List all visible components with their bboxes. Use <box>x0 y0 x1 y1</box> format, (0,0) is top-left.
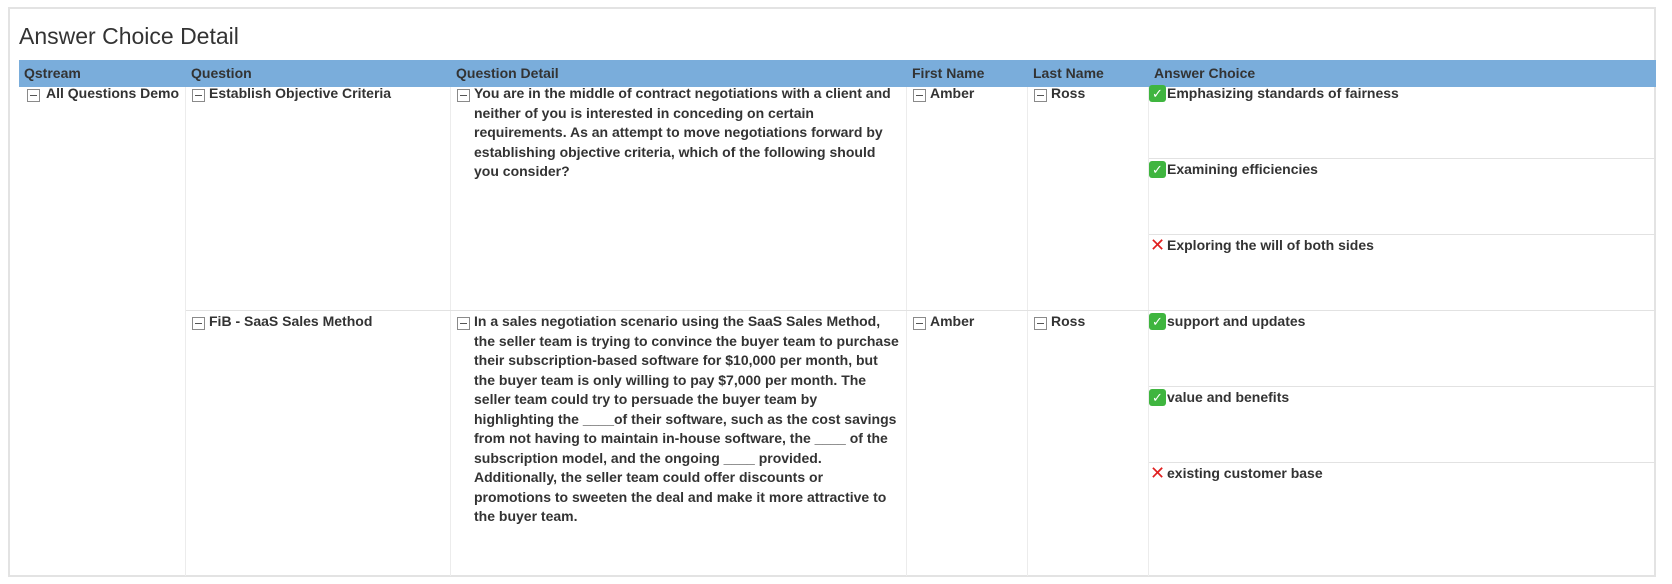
qstream-name: All Questions Demo <box>46 85 180 101</box>
answer-choice-text: existing customer base <box>1167 465 1323 481</box>
check-mark-icon: ✓ <box>1149 313 1166 330</box>
column-divider <box>1027 87 1028 576</box>
question-detail-text: In a sales negotiation scenario using the SaaS Sales Method, the seller team is trying to convince the buyer team to purchase their subscription-based software for $10,000 per month, but the buyer team is only willing to pay $7,000 per month. The seller team could try to persuade the buyer team by highlighting the ____of their software, such as the cost savings from not having to maintain in-house software, the ____ of the subscription model, and the ongoing ____ provided. Additionally, the seller team could offer discounts or promotions to sweeten the deal and make it more attractive to the buyer team. <box>474 313 899 524</box>
check-mark-icon: ✓ <box>1149 389 1166 406</box>
first-name: Amber <box>930 313 975 329</box>
column-divider <box>450 87 451 576</box>
collapse-last-name-icon[interactable] <box>1034 317 1047 330</box>
row-divider <box>186 310 1656 311</box>
collapse-last-name-icon[interactable] <box>1034 89 1047 102</box>
collapse-question-icon[interactable] <box>192 317 205 330</box>
collapse-question-icon[interactable] <box>192 89 205 102</box>
collapse-qstream-icon[interactable] <box>27 89 40 102</box>
first-name: Amber <box>930 85 975 101</box>
question-detail-text: You are in the middle of contract negotiations with a client and neither of you is interested in conceding on certain requirements. As an attempt to move negotiations forward by establishing objective criteria, which of the following should you consider? <box>474 85 891 179</box>
answer-divider <box>1149 158 1656 159</box>
check-mark-icon: ✓ <box>1149 161 1166 178</box>
column-divider <box>906 87 907 576</box>
collapse-first-name-icon[interactable] <box>913 317 926 330</box>
column-divider <box>185 87 186 576</box>
column-header-first-name[interactable]: First Name <box>912 65 985 81</box>
table-header <box>19 60 1656 87</box>
question-name: Establish Objective Criteria <box>209 85 392 101</box>
cross-mark-icon: ✕ <box>1149 235 1166 255</box>
answer-choice-text: support and updates <box>1167 313 1306 329</box>
page-title: Answer Choice Detail <box>19 23 239 49</box>
collapse-first-name-icon[interactable] <box>913 89 926 102</box>
answer-choice-detail-panel <box>8 7 1656 577</box>
answer-choice-text: Examining efficiencies <box>1167 161 1318 177</box>
answer-divider <box>1149 386 1656 387</box>
column-header-question[interactable]: Question <box>191 65 252 81</box>
column-header-answer-choice[interactable]: Answer Choice <box>1154 65 1256 81</box>
last-name: Ross <box>1051 85 1086 101</box>
answer-choice-text: value and benefits <box>1167 389 1290 405</box>
column-header-question-detail[interactable]: Question Detail <box>456 65 559 81</box>
answer-choice-text: Exploring the will of both sides <box>1167 237 1374 253</box>
question-name: FiB - SaaS Sales Method <box>209 313 373 329</box>
column-header-qstream[interactable]: Qstream <box>24 65 81 81</box>
column-divider <box>1148 87 1149 576</box>
check-mark-icon: ✓ <box>1149 85 1166 102</box>
answer-divider <box>1149 462 1656 463</box>
last-name: Ross <box>1051 313 1086 329</box>
answer-divider <box>1149 234 1656 235</box>
cross-mark-icon: ✕ <box>1149 463 1166 483</box>
collapse-detail-icon[interactable] <box>457 89 470 102</box>
answer-choice-text: Emphasizing standards of fairness <box>1167 85 1399 101</box>
column-header-last-name[interactable]: Last Name <box>1033 65 1104 81</box>
collapse-detail-icon[interactable] <box>457 317 470 330</box>
